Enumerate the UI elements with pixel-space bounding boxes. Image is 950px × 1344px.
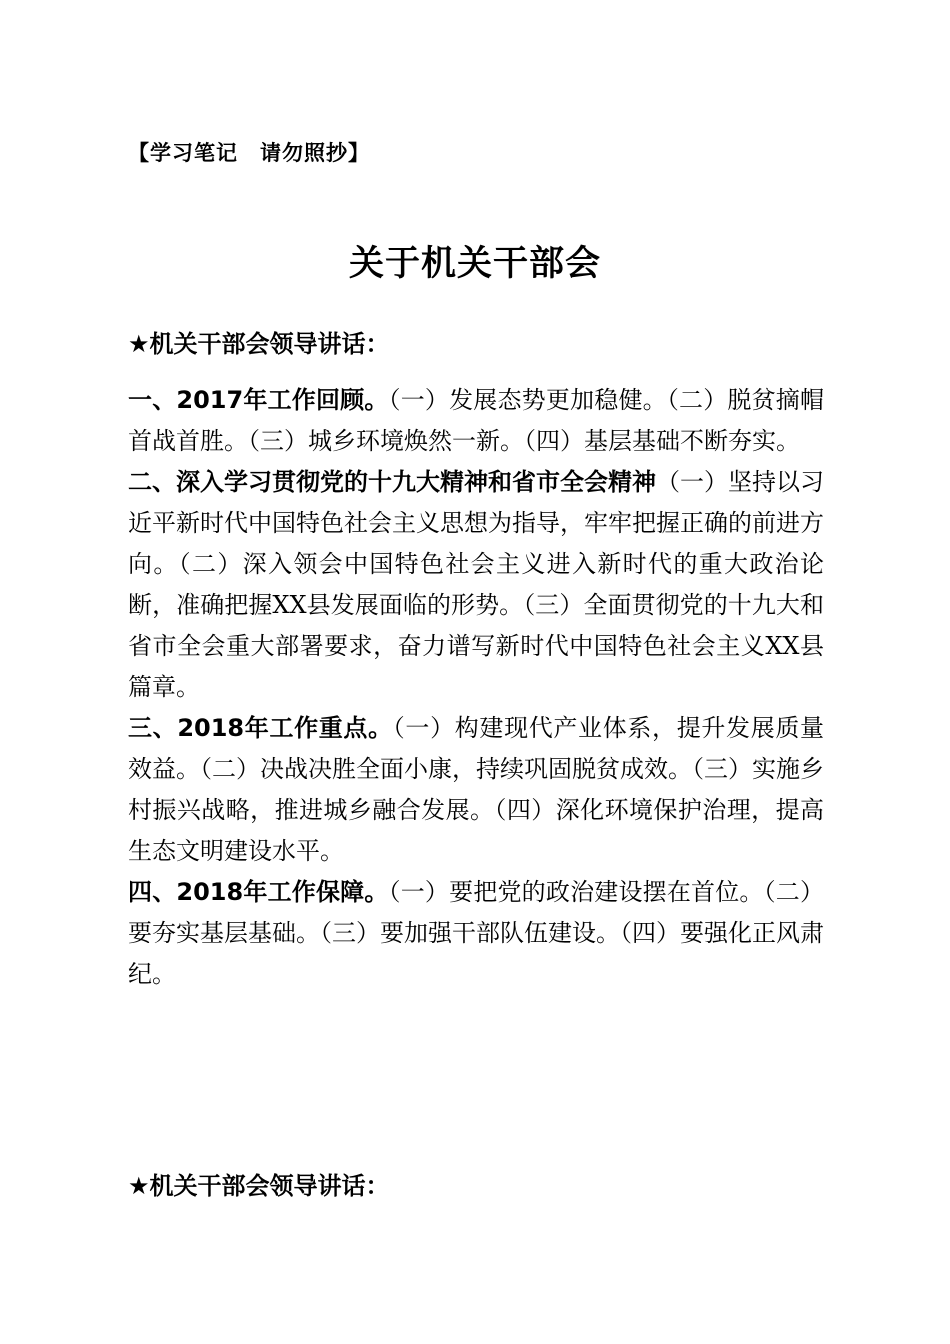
document-title: 关于机关干部会 — [348, 243, 601, 284]
paragraph-lead: 四、2018年工作保障。 — [128, 878, 389, 906]
paragraph-lead: 三、2018年工作重点。 — [128, 714, 393, 742]
section-heading: ★机关干部会领导讲话： — [128, 330, 390, 358]
paragraph-text: （一）坚持以习近平新时代中国特色社会主义思想为指导，牢牢把握正确的前进方向。（二）深入领会中国特色社会主义进入新时代的重大政治论断，准确把握XX县发展面临的形势。（三）全面贯彻党的十九大和省市全会重大部署要求，奋力谱写新时代中国特色社会主义XX县篇章。 — [128, 468, 824, 701]
paragraph-study-congress — [128, 462, 824, 708]
study-note-label: 【学习笔记 请勿照抄】 — [128, 141, 370, 165]
section-heading-2: ★机关干部会领导讲话： — [128, 1172, 390, 1200]
paragraph-focus-2018 — [128, 708, 824, 872]
paragraph-guarantee-2018 — [128, 872, 824, 995]
paragraph-text: （一）发展态势更加稳健。（二）脱贫摘帽首战首胜。（三）城乡环境焕然一新。（四）基层基础不断夯实。 — [128, 386, 824, 455]
paragraph-text: （一）要把党的政治建设摆在首位。（二）要夯实基层基础。（三）要加强干部队伍建设。（四）要强化正风肃纪。 — [128, 878, 824, 988]
paragraph-review-2017 — [128, 380, 824, 462]
document-body — [128, 380, 824, 995]
paragraph-lead: 二、深入学习贯彻党的十九大精神和省市全会精神 — [128, 468, 656, 496]
paragraph-lead: 一、2017年工作回顾。 — [128, 386, 389, 414]
paragraph-text: （一）构建现代产业体系，提升发展质量效益。（二）决战决胜全面小康，持续巩固脱贫成效。（三）实施乡村振兴战略，推进城乡融合发展。（四）深化环境保护治理，提高生态文明建设水平。 — [128, 714, 825, 865]
